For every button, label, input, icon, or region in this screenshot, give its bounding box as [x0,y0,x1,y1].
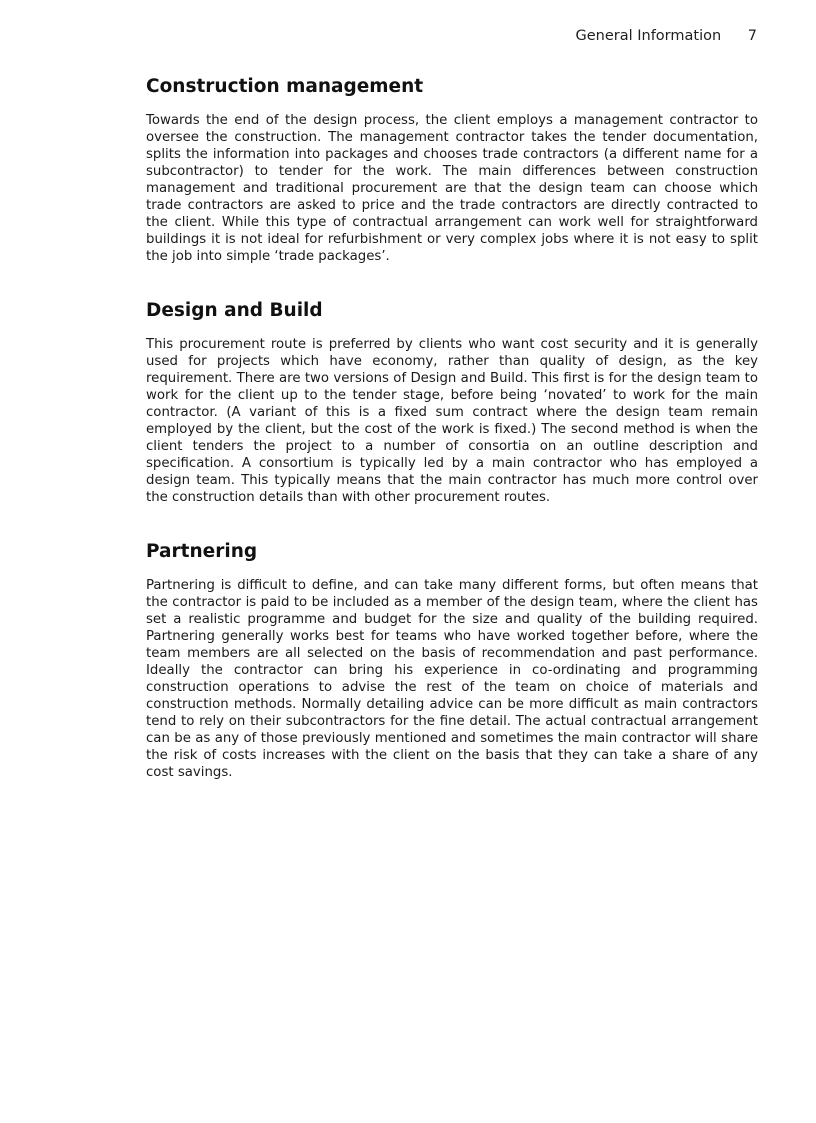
running-header-section-title: General Information [575,28,722,44]
page-number: 7 [747,28,757,44]
section-construction-management [146,74,758,265]
section-design-and-build [146,298,758,506]
section-heading: Design and Build [146,300,323,321]
section-partnering [146,539,758,781]
section-heading: Partnering [146,541,258,562]
section-paragraph: Towards the end of the design process, the client employs a management contractor to oversee the construction. The management contractor takes the tender documentation, splits the information into packages and chooses trade contractors (a different name for a subcontractor) to tender for the work. The main differences between construction management and traditional procurement are that the design team can choose which trade contractors are asked to price and the trade contractors are directly contracted to the client. While this type of contractual arrangement can work well for straightforward buildings it is not ideal for refurbishment or very complex jobs where it is not easy to split the job into simple ‘trade packages’. [146,113,758,264]
section-paragraph: This procurement route is preferred by clients who want cost security and it is generally used for projects which have economy, rather than quality of design, as the key requirement. There are two versions of Design and Build. This first is for the design team to work for the client up to the tender stage, before being ‘novated’ to work for the main contractor. (A variant of this is a fixed sum contract where the design team remain employed by the client, but the cost of the work is fixed.) The second method is when the client tenders the project to a number of consortia on an outline description and specification. A consortium is typically led by a main contractor who has employed a design team. This typically means that the main contractor has much more control over the construction details than with other procurement routes. [146,337,758,505]
running-header [575,28,757,44]
section-heading: Construction management [146,76,424,97]
section-paragraph: Partnering is difficult to define, and can take many different forms, but often means that the contractor is paid to be included as a member of the design team, where the client has set a realistic programme and budget for the size and quality of the building required. Partnering generally works best for teams who have worked together before, where the team members are all selected on the basis of recommendation and past performance. Ideally the contractor can bring his experience in co-ordinating and programming construction operations to advise the rest of the team on choice of materials and construction methods. Normally detailing advice can be more difficult as main contractors tend to rely on their subcontractors for the fine detail. The actual contractual arrangement can be as any of those previously mentioned and sometimes the main contractor will share the risk of costs increases with the client on the basis that they can take a share of any cost savings. [146,578,758,780]
